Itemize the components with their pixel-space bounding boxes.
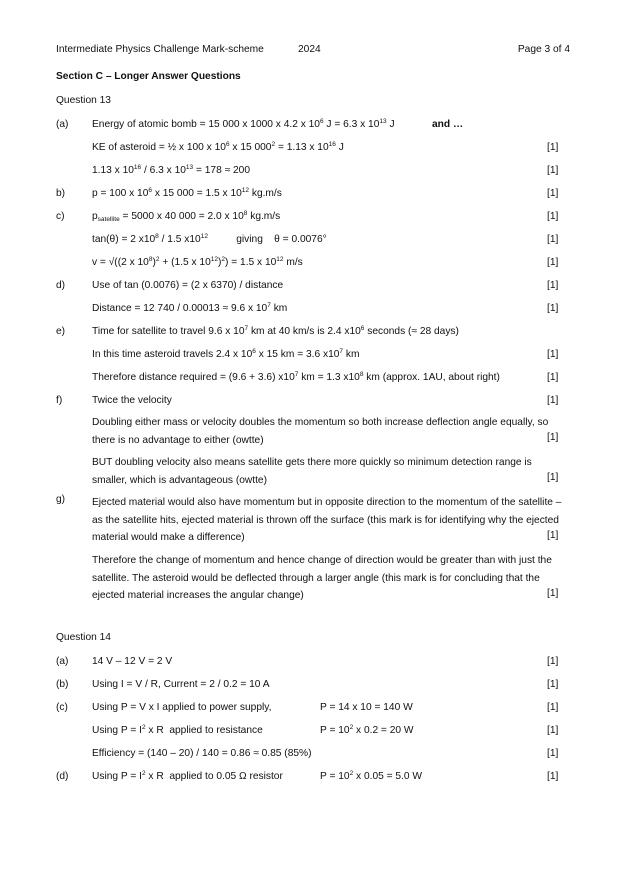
q13-a-line-3: 1.13 x $10^{16} / 6.3$ x $10^{13} = 178 \approx 200$ xyxy=(92,164,250,176)
mark: [1] xyxy=(547,257,559,268)
mark: [1] xyxy=(547,303,559,314)
mark: [1] xyxy=(547,530,559,541)
mark: [1] xyxy=(547,142,559,153)
q13-label-d: d) xyxy=(56,280,66,291)
mark: [1] xyxy=(547,165,559,176)
q13-g-paragraph-1: Ejected material would also have momentum but in opposite direction to the momentum of the satellite – as the satellite hits, ejected material is thrown off the surface (this mark is for identifying why the ejected material would make a difference) xyxy=(92,497,562,544)
q13-e-line-2: In this time asteroid travels 2.4 x $10^6$ x 15 km = 3.6 $x10^7$ km xyxy=(92,348,360,360)
mark: [1] xyxy=(547,234,559,245)
q14-c-line-3: Efficiency = (140 – 20) / 140 = 0.86 ≈ 0.85 (85%) xyxy=(92,748,312,759)
q14-d-line-1: Using $P = I^2$ x R applied to 0.05 Ω resistor xyxy=(92,770,283,782)
q13-label-g: g) xyxy=(56,494,66,505)
page-header xyxy=(56,44,570,58)
mark: [1] xyxy=(547,349,559,360)
q13-e-line-1: Time for satellite to travel 9.6 x $10^7$ km at 40 km/s is 2.4 $x10^6$ seconds (≈ 28 days) xyxy=(92,325,459,337)
q13-e-line-3: Therefore distance required = (9.6 + 3.6) $x10^7$ km = 1.3 $x10^8$ km (approx. 1AU, about right) xyxy=(92,371,500,383)
mark: [1] xyxy=(547,725,559,736)
mark: [1] xyxy=(547,588,559,599)
q14-label-c: (c) xyxy=(56,702,68,713)
mark: [1] xyxy=(547,771,559,782)
q14-a-line-1: 14 V – 12 V = 2 V xyxy=(92,656,173,667)
mark: [1] xyxy=(547,679,559,690)
section-title: Section C – Longer Answer Questions xyxy=(56,71,241,82)
q13-label-e: e) xyxy=(56,326,66,337)
q14-c-line-2: Using $P = I^2$ x R applied to resistance xyxy=(92,724,263,736)
question-14-heading: Question 14 xyxy=(56,632,111,643)
and-continuation: and … xyxy=(432,119,464,130)
q14-label-a: (a) xyxy=(56,656,69,667)
mark: [1] xyxy=(547,188,559,199)
q14-c-line-1: Using P = V x I applied to power supply, xyxy=(92,702,272,713)
document-title: Intermediate Physics Challenge Mark-scheme xyxy=(56,44,264,55)
q13-d-line-1: Use of tan (0.0076) = (2 x 6370) / distance xyxy=(92,280,284,291)
q13-d-line-2: Distance = 12 740 / 0.00013 ≈ 9.6 x $10^7$ km xyxy=(92,302,288,314)
q13-b-line-1: p = 100 x $10^6$ x 15 000 = 1.5 x $10^{12}$ kg.m/s xyxy=(92,187,282,199)
mark: [1] xyxy=(547,748,559,759)
question-13-heading: Question 13 xyxy=(56,95,111,106)
q14-d-line-1-result: $P = 10^2$ x 0.05 = 5.0 W xyxy=(320,770,422,782)
mark: [1] xyxy=(547,432,559,443)
q13-label-b: b) xyxy=(56,188,66,199)
q14-b-line-1: Using I = V / R, Current = 2 / 0.2 = 10 A xyxy=(92,679,270,690)
q13-label-a: (a) xyxy=(56,119,69,130)
q13-f-paragraph-2: Doubling either mass or velocity doubles the momentum so both increase deflection angle equally, so there is no advantage to either (owtte) xyxy=(92,417,549,446)
q13-c-line-2: tan(θ) = 2 $x10^8 / 1.5$ $x10^{12}$ giving θ = 0.0076° xyxy=(92,233,327,245)
mark: [1] xyxy=(547,280,559,291)
q13-a-line-1: Energy of atomic bomb = 15 000 x 1000 x 4.2 x $10^6$ J = 6.3 x $10^{13}$ J xyxy=(92,118,395,130)
q13-label-f: f) xyxy=(56,395,63,406)
q14-c-line-1-result: P = 14 x 10 = 140 W xyxy=(320,702,413,713)
q13-f-line-1: Twice the velocity xyxy=(92,395,172,406)
q13-c-line-1: $p_{satellite} = 5000$ x 40 000 = 2.0 x $10^8$ kg.m/s xyxy=(92,210,281,223)
mark: [1] xyxy=(547,395,559,406)
q14-label-d: (d) xyxy=(56,771,69,782)
mark: [1] xyxy=(547,656,559,667)
q14-label-b: (b) xyxy=(56,679,69,690)
q13-label-c: c) xyxy=(56,211,65,222)
mark: [1] xyxy=(547,372,559,383)
mark: [1] xyxy=(547,702,559,713)
q13-c-line-3: v = √((2 x $10^8)^2 + (1.5$ x $10^{12})^2) = 1.5$ x $10^{12}$ m/s xyxy=(92,256,303,268)
page-number: Page 3 of 4 xyxy=(517,44,570,55)
q14-c-line-2-result: $P = 10^2$ x 0.2 = 20 W xyxy=(320,724,414,736)
mark: [1] xyxy=(547,211,559,222)
q13-f-paragraph-3: BUT doubling velocity also means satellite gets there more quickly so minimum detection range is smaller, which is advantageous (owtte) xyxy=(92,457,532,486)
document-year: 2024 xyxy=(298,44,321,55)
q13-g-paragraph-2: Therefore the change of momentum and hence change of direction would be greater than with just the satellite. The asteroid would be deflected through a larger angle (this mark is for concluding that the ejected material increases the angular change) xyxy=(92,555,552,602)
mark: [1] xyxy=(547,472,559,483)
q13-a-line-2: KE of asteroid = ½ x 100 x $10^6$ x 15 $000^2 = 1.13$ x $10^{16}$ J xyxy=(92,141,344,153)
